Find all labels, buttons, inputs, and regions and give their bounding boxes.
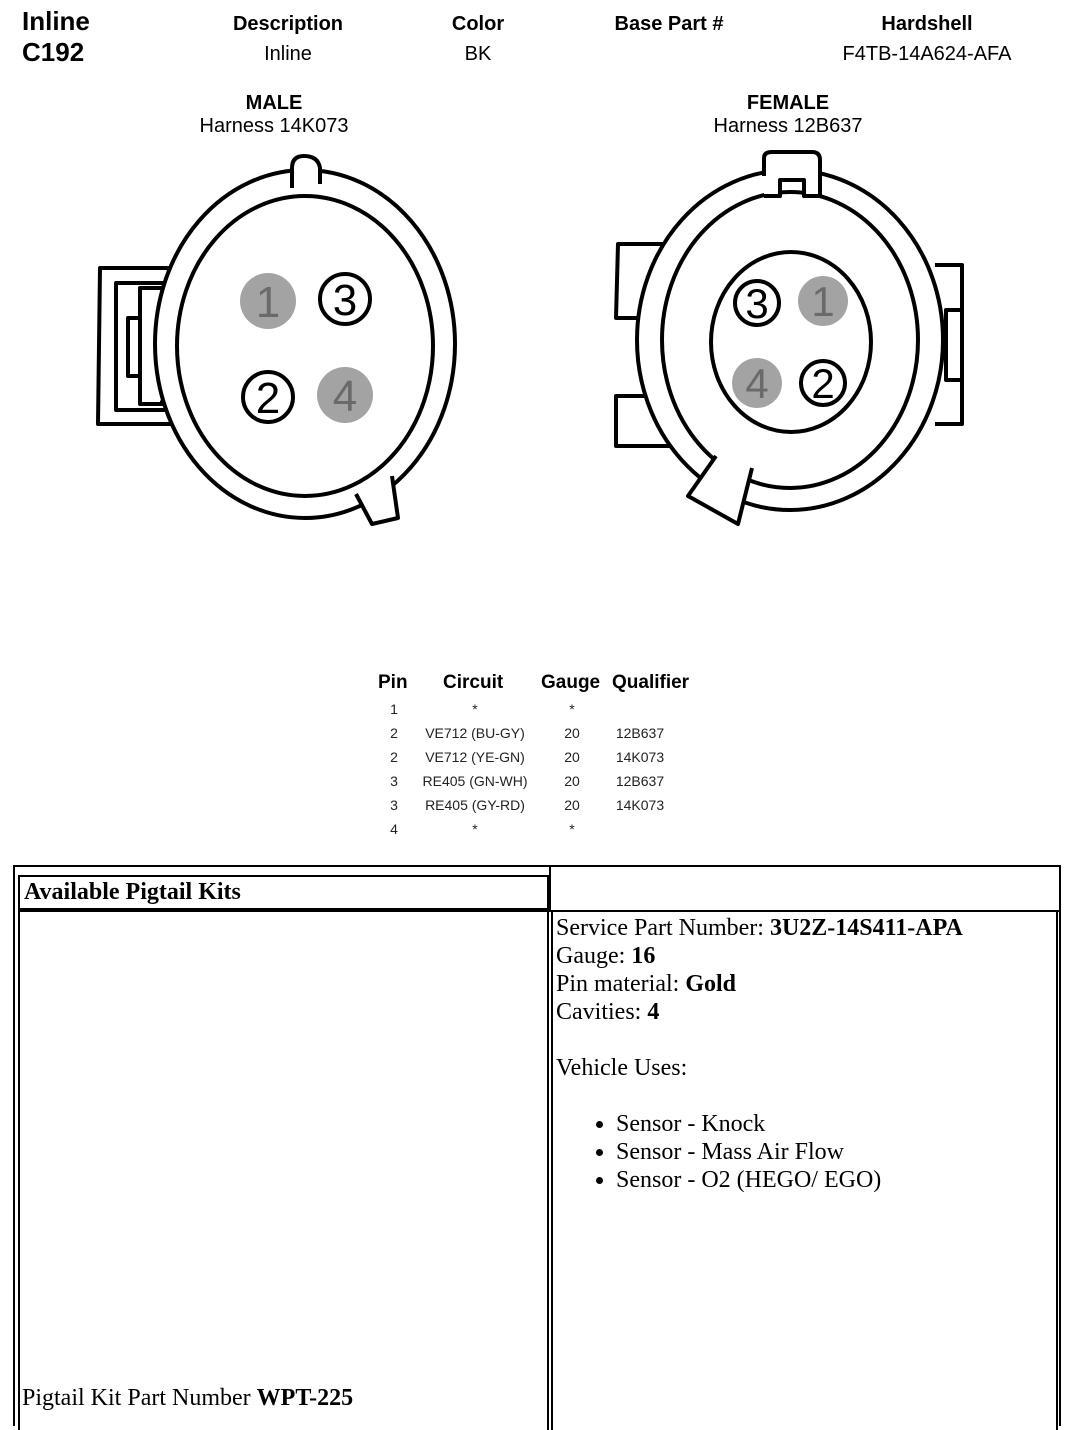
male-harness: Harness 14K073 <box>199 115 349 137</box>
header-col-base-part <box>549 13 789 43</box>
gauge-header: Gauge <box>541 672 601 693</box>
kit-part-label: Pigtail Kit Part Number <box>22 1385 257 1411</box>
vehicle-use-item: • Sensor - O2 (HEGO/ EGO) <box>616 1166 1053 1194</box>
gauge-cell: 20 <box>564 749 580 765</box>
description-label: Description <box>232 13 344 35</box>
pin-cell: 3 <box>390 797 398 813</box>
connector-title-line1: Inline <box>22 6 90 36</box>
male-pin-1-label: 1 <box>255 278 281 327</box>
vehicle-uses-list <box>556 1110 1053 1194</box>
qualifier-header: Qualifier <box>612 672 690 693</box>
circuit-cell: * <box>472 821 478 837</box>
circuit-header: Circuit <box>443 672 504 693</box>
male-pin-2-label: 2 <box>255 374 281 423</box>
male-pin-4-label: 4 <box>332 372 358 421</box>
male-connector-heading <box>124 92 424 138</box>
circuit-cell: RE405 (GY-RD) <box>425 797 525 813</box>
description-value: Inline <box>264 43 312 65</box>
gauge-cell: 20 <box>564 725 580 741</box>
female-connector-heading <box>638 92 938 138</box>
female-shell-outer <box>637 170 943 510</box>
hardshell-value: F4TB-14A624-AFA <box>842 43 1012 65</box>
female-connector-diagram <box>600 140 980 540</box>
vehicle-uses-label: Vehicle Uses: <box>556 1055 688 1081</box>
qualifier-cell: 14K073 <box>615 797 665 813</box>
pigtail-kit-part-number <box>22 1384 353 1412</box>
female-title: FEMALE <box>746 92 830 114</box>
color-value: BK <box>464 43 492 65</box>
female-pin-2-label: 2 <box>811 360 835 407</box>
qualifier-cell: 12B637 <box>615 773 665 789</box>
gauge-cell: 20 <box>564 797 580 813</box>
gauge-line: Gauge: 16 <box>556 943 656 969</box>
pin-header: Pin <box>378 672 408 693</box>
cavities-line: Cavities: 4 <box>556 999 660 1025</box>
female-pin-3-label: 3 <box>745 280 769 327</box>
qualifier-cell: 14K073 <box>615 749 665 765</box>
male-key-top <box>292 156 320 188</box>
male-title: MALE <box>245 92 303 114</box>
female-harness: Harness 12B637 <box>713 115 863 137</box>
service-part-number: Service Part Number: 3U2Z-14S411-APA <box>556 915 963 941</box>
circuit-cell: * <box>472 701 478 717</box>
pin-cell: 2 <box>390 749 398 765</box>
pin-cell: 3 <box>390 773 398 789</box>
kit-part-value: WPT-225 <box>256 1385 354 1411</box>
gauge-cell: * <box>569 701 575 717</box>
pigtail-kit-cell <box>18 910 549 1430</box>
pigtail-heading: Available Pigtail Kits <box>18 875 549 910</box>
pigtail-details-cell <box>551 910 1058 1430</box>
pin-cell: 1 <box>390 701 398 717</box>
circuit-cell: VE712 (BU-GY) <box>425 725 525 741</box>
male-pin-3-label: 3 <box>332 276 358 325</box>
pin-table <box>360 672 720 842</box>
base-part-label: Base Part # <box>614 13 724 35</box>
female-pin-4-label: 4 <box>745 360 769 407</box>
circuit-cell: RE405 (GN-WH) <box>422 773 528 789</box>
vehicle-use-item: • Sensor - Knock <box>616 1110 1053 1138</box>
gauge-cell: * <box>569 821 575 837</box>
pin-material-line: Pin material: Gold <box>556 971 736 997</box>
pigtail-heading-spacer <box>549 867 1061 912</box>
color-label: Color <box>451 13 505 35</box>
hardshell-label: Hardshell <box>881 13 973 35</box>
circuit-cell: VE712 (YE-GN) <box>425 749 525 765</box>
pin-cell: 4 <box>390 821 398 837</box>
female-pin-1-label: 1 <box>811 278 835 325</box>
pin-cell: 2 <box>390 725 398 741</box>
connector-title-line2: C192 <box>22 37 85 67</box>
vehicle-use-item: • Sensor - Mass Air Flow <box>616 1138 1053 1166</box>
header-col-hardshell <box>807 13 1047 66</box>
gauge-cell: 20 <box>564 773 580 789</box>
male-connector-diagram <box>80 140 480 540</box>
male-shell-outer <box>155 170 455 518</box>
qualifier-cell: 12B637 <box>615 725 665 741</box>
